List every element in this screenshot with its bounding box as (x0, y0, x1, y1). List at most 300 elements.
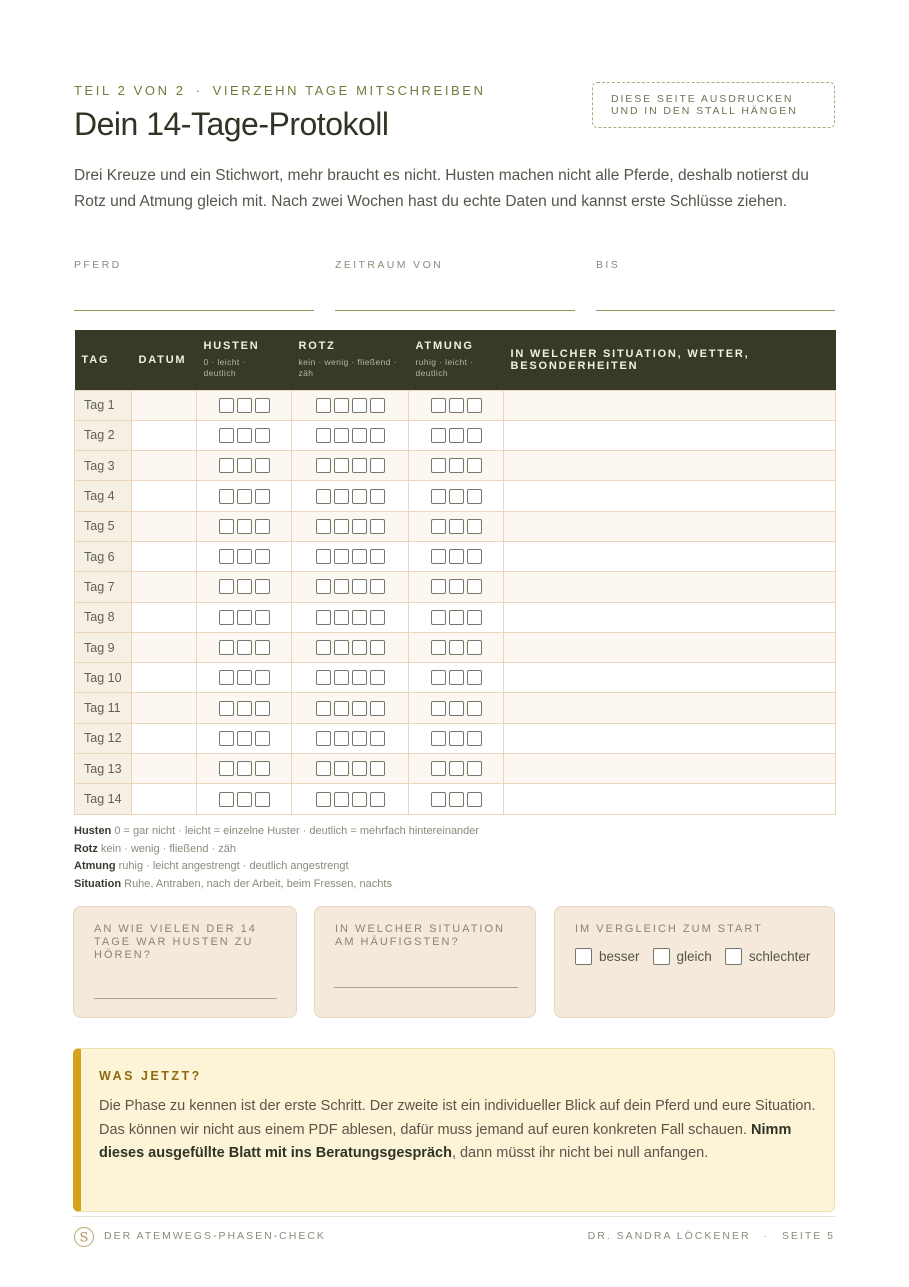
mucus-checkboxes (292, 579, 408, 594)
col-mucus-scale: kein · wenig · fließend · zäh (298, 357, 397, 379)
cough-checkboxes (197, 731, 291, 746)
breath-checkbox[interactable] (467, 701, 482, 716)
notes-cell[interactable] (504, 541, 836, 571)
table-row (75, 784, 836, 814)
mucus-cell (292, 390, 409, 420)
day-label: Tag 12 (75, 723, 132, 753)
breath-checkbox[interactable] (431, 458, 446, 473)
date-cell[interactable] (132, 541, 197, 571)
mucus-cell (292, 602, 409, 632)
breath-checkbox[interactable] (449, 640, 464, 655)
mucus-checkbox[interactable] (334, 489, 349, 504)
breath-checkboxes (409, 670, 503, 685)
day-label: Tag 8 (75, 602, 132, 632)
mucus-cell (292, 511, 409, 541)
situation-answer-line[interactable] (334, 987, 518, 988)
mucus-checkbox[interactable] (334, 640, 349, 655)
date-cell[interactable] (132, 572, 197, 602)
period-from-field[interactable] (335, 259, 575, 311)
mucus-checkbox[interactable] (370, 610, 385, 625)
breath-checkboxes (409, 549, 503, 564)
notes-cell[interactable] (504, 723, 836, 753)
mucus-cell (292, 420, 409, 450)
breath-checkboxes (409, 792, 503, 807)
breath-checkbox[interactable] (467, 792, 482, 807)
breath-checkbox[interactable] (467, 398, 482, 413)
breath-checkboxes (409, 701, 503, 716)
mucus-checkbox[interactable] (352, 428, 367, 443)
legend-breath: Atmung ruhig · leicht angestrengt · deutlich angestrengt (74, 860, 349, 872)
notes-cell[interactable] (504, 420, 836, 450)
breath-checkboxes (409, 731, 503, 746)
cough-checkbox[interactable] (255, 640, 270, 655)
cough-checkbox[interactable] (255, 489, 270, 504)
breath-checkbox[interactable] (431, 761, 446, 776)
mucus-checkbox[interactable] (334, 458, 349, 473)
notes-cell[interactable] (504, 754, 836, 784)
date-cell[interactable] (132, 481, 197, 511)
cough-cell (197, 693, 292, 723)
cough-checkbox[interactable] (255, 579, 270, 594)
cough-checkbox[interactable] (219, 428, 234, 443)
cough-checkbox[interactable] (237, 519, 252, 534)
notes-cell[interactable] (504, 693, 836, 723)
mucus-checkbox[interactable] (370, 670, 385, 685)
breath-cell (409, 390, 504, 420)
cough-days-answer-line[interactable] (94, 998, 277, 999)
worse-checkbox[interactable] (725, 948, 742, 965)
cough-checkboxes (197, 489, 291, 504)
mucus-checkboxes (292, 670, 408, 685)
cough-checkbox[interactable] (237, 761, 252, 776)
cough-cell (197, 451, 292, 481)
mucus-checkbox[interactable] (370, 549, 385, 564)
period-to-field[interactable] (596, 259, 835, 311)
notes-cell[interactable] (504, 602, 836, 632)
table-row (75, 481, 836, 511)
logo-letter: S (79, 1230, 89, 1246)
summary-question-situation: IN WELCHER SITUATION AM HÄUFIGSTEN? (335, 923, 505, 948)
breath-checkbox[interactable] (467, 458, 482, 473)
notes-cell[interactable] (504, 481, 836, 511)
cough-checkbox[interactable] (219, 670, 234, 685)
mucus-cell (292, 541, 409, 571)
date-cell[interactable] (132, 723, 197, 753)
cough-checkbox[interactable] (255, 458, 270, 473)
page-title: Dein 14-Tage-Protokoll (74, 106, 389, 142)
cough-checkbox[interactable] (255, 792, 270, 807)
cough-checkbox[interactable] (237, 428, 252, 443)
mucus-checkbox[interactable] (316, 610, 331, 625)
mucus-cell (292, 784, 409, 814)
cough-checkbox[interactable] (237, 489, 252, 504)
mucus-checkbox[interactable] (334, 610, 349, 625)
mucus-checkbox[interactable] (352, 610, 367, 625)
cough-checkbox[interactable] (219, 398, 234, 413)
day-label: Tag 1 (75, 390, 132, 420)
cough-checkbox[interactable] (255, 549, 270, 564)
better-checkbox[interactable] (575, 948, 592, 965)
mucus-checkbox[interactable] (334, 701, 349, 716)
breath-cell (409, 723, 504, 753)
cough-checkbox[interactable] (237, 640, 252, 655)
brand-logo-icon (73, 1226, 95, 1248)
footer-divider (73, 1216, 835, 1217)
mucus-checkbox[interactable] (334, 519, 349, 534)
table-row (75, 693, 836, 723)
cough-checkbox[interactable] (237, 398, 252, 413)
col-cough-scale: 0 · leicht · deutlich (203, 357, 246, 379)
mucus-checkbox[interactable] (334, 579, 349, 594)
cough-checkboxes (197, 398, 291, 413)
mucus-checkbox[interactable] (334, 428, 349, 443)
breath-checkbox[interactable] (431, 489, 446, 504)
breath-checkbox[interactable] (431, 640, 446, 655)
cough-cell (197, 602, 292, 632)
print-note-stamp (592, 82, 835, 128)
day-label: Tag 10 (75, 663, 132, 693)
day-label: Tag 6 (75, 541, 132, 571)
date-cell[interactable] (132, 754, 197, 784)
next-steps-callout (73, 1048, 835, 1212)
breath-cell (409, 632, 504, 662)
summary-card-situation (314, 906, 536, 1018)
col-notes-header: IN WELCHER SITUATION, WETTER, BESONDERHEITEN (504, 330, 836, 390)
breath-checkbox[interactable] (449, 792, 464, 807)
breath-checkboxes (409, 519, 503, 534)
footer-separator: · (763, 1230, 769, 1242)
breath-checkbox[interactable] (467, 731, 482, 746)
col-breath-header: ATMUNG ruhig · leicht · deutlich (409, 330, 504, 390)
legend-situation: Situation Ruhe, Antraben, nach der Arbeit, beim Fressen, nachts (74, 877, 392, 890)
breath-checkbox[interactable] (467, 670, 482, 685)
breath-checkbox[interactable] (467, 579, 482, 594)
period-from-label: ZEITRAUM VON (335, 259, 444, 271)
cough-checkbox[interactable] (219, 458, 234, 473)
notes-cell[interactable] (504, 663, 836, 693)
breath-checkbox[interactable] (467, 489, 482, 504)
cough-checkboxes (197, 519, 291, 534)
period-to-label: BIS (596, 259, 621, 271)
notes-cell[interactable] (504, 572, 836, 602)
cough-checkbox[interactable] (219, 761, 234, 776)
breath-checkbox[interactable] (449, 458, 464, 473)
cough-cell (197, 511, 292, 541)
day-label: Tag 13 (75, 754, 132, 784)
callout-title: WAS JETZT? (99, 1069, 202, 1083)
mucus-checkbox[interactable] (370, 398, 385, 413)
cough-checkbox[interactable] (237, 731, 252, 746)
comparison-options (575, 948, 814, 965)
mucus-checkbox[interactable] (316, 731, 331, 746)
cough-checkbox[interactable] (219, 489, 234, 504)
breath-checkbox[interactable] (431, 670, 446, 685)
table-row (75, 451, 836, 481)
breath-checkbox[interactable] (431, 731, 446, 746)
cough-checkbox[interactable] (255, 398, 270, 413)
mucus-checkbox[interactable] (316, 549, 331, 564)
date-cell[interactable] (132, 602, 197, 632)
mucus-cell (292, 663, 409, 693)
section-kicker (74, 83, 486, 98)
breath-checkbox[interactable] (449, 519, 464, 534)
mucus-checkbox[interactable] (334, 761, 349, 776)
cough-checkboxes (197, 792, 291, 807)
mucus-checkbox[interactable] (316, 670, 331, 685)
mucus-checkboxes (292, 640, 408, 655)
mucus-checkbox[interactable] (370, 579, 385, 594)
table-row (75, 390, 836, 420)
breath-cell (409, 663, 504, 693)
mucus-checkbox[interactable] (316, 458, 331, 473)
breath-checkbox[interactable] (431, 549, 446, 564)
mucus-checkbox[interactable] (370, 489, 385, 504)
option-same[interactable]: gleich (653, 948, 712, 965)
notes-cell[interactable] (504, 511, 836, 541)
mucus-checkbox[interactable] (370, 792, 385, 807)
day-label: Tag 11 (75, 693, 132, 723)
cough-checkbox[interactable] (219, 701, 234, 716)
date-cell[interactable] (132, 693, 197, 723)
summary-question-comparison: IM VERGLEICH ZUM START (575, 923, 763, 935)
cough-checkboxes (197, 610, 291, 625)
mucus-checkbox[interactable] (352, 761, 367, 776)
breath-checkbox[interactable] (449, 579, 464, 594)
cough-cell (197, 541, 292, 571)
mucus-checkbox[interactable] (334, 731, 349, 746)
date-cell[interactable] (132, 663, 197, 693)
date-cell[interactable] (132, 420, 197, 450)
cough-cell (197, 632, 292, 662)
mucus-checkbox[interactable] (316, 792, 331, 807)
date-cell[interactable] (132, 451, 197, 481)
mucus-checkbox[interactable] (370, 458, 385, 473)
notes-cell[interactable] (504, 451, 836, 481)
breath-checkbox[interactable] (431, 398, 446, 413)
col-cough-header: HUSTEN 0 · leicht · deutlich (197, 330, 292, 390)
mucus-checkboxes (292, 458, 408, 473)
breath-checkbox[interactable] (449, 670, 464, 685)
breath-cell (409, 754, 504, 784)
mucus-checkboxes (292, 489, 408, 504)
cough-checkbox[interactable] (237, 458, 252, 473)
log-table (74, 330, 836, 815)
mucus-checkbox[interactable] (316, 640, 331, 655)
day-label: Tag 7 (75, 572, 132, 602)
table-row (75, 754, 836, 784)
breath-checkboxes (409, 489, 503, 504)
breath-checkbox[interactable] (431, 428, 446, 443)
cough-checkbox[interactable] (219, 610, 234, 625)
cough-checkbox[interactable] (255, 610, 270, 625)
notes-cell[interactable] (504, 784, 836, 814)
table-row (75, 723, 836, 753)
day-label: Tag 5 (75, 511, 132, 541)
mucus-checkbox[interactable] (370, 731, 385, 746)
mucus-checkbox[interactable] (352, 670, 367, 685)
mucus-checkbox[interactable] (316, 519, 331, 534)
cough-checkbox[interactable] (237, 549, 252, 564)
cough-checkboxes (197, 549, 291, 564)
mucus-checkbox[interactable] (316, 428, 331, 443)
mucus-cell (292, 451, 409, 481)
cough-checkbox[interactable] (237, 701, 252, 716)
cough-cell (197, 663, 292, 693)
mucus-checkbox[interactable] (352, 398, 367, 413)
mucus-checkbox[interactable] (370, 428, 385, 443)
mucus-checkbox[interactable] (352, 792, 367, 807)
cough-checkbox[interactable] (219, 792, 234, 807)
day-label: Tag 14 (75, 784, 132, 814)
mucus-checkbox[interactable] (334, 398, 349, 413)
summary-card-cough-days (73, 906, 297, 1018)
mucus-checkbox[interactable] (316, 489, 331, 504)
mucus-checkbox[interactable] (316, 761, 331, 776)
mucus-checkbox[interactable] (352, 579, 367, 594)
date-cell[interactable] (132, 511, 197, 541)
summary-card-comparison (554, 906, 835, 1018)
mucus-checkboxes (292, 792, 408, 807)
cough-checkbox[interactable] (237, 670, 252, 685)
same-checkbox[interactable] (653, 948, 670, 965)
cough-checkbox[interactable] (255, 670, 270, 685)
notes-cell[interactable] (504, 632, 836, 662)
mucus-checkboxes (292, 398, 408, 413)
breath-checkboxes (409, 761, 503, 776)
cough-checkboxes (197, 428, 291, 443)
table-header-row (75, 330, 836, 390)
mucus-cell (292, 754, 409, 784)
horse-field[interactable] (74, 259, 314, 311)
breath-checkbox[interactable] (449, 428, 464, 443)
mucus-checkbox[interactable] (352, 458, 367, 473)
breath-checkbox[interactable] (449, 549, 464, 564)
date-cell[interactable] (132, 390, 197, 420)
cough-checkbox[interactable] (219, 519, 234, 534)
mucus-checkbox[interactable] (352, 489, 367, 504)
mucus-checkbox[interactable] (352, 640, 367, 655)
breath-checkbox[interactable] (449, 398, 464, 413)
breath-cell (409, 541, 504, 571)
breath-cell (409, 511, 504, 541)
date-cell[interactable] (132, 784, 197, 814)
legend-cough: Husten 0 = gar nicht · leicht = einzelne Huster · deutlich = mehrfach hintereinander (74, 825, 480, 837)
cough-cell (197, 572, 292, 602)
mucus-checkbox[interactable] (334, 792, 349, 807)
kicker-separator: · (195, 83, 203, 98)
breath-cell (409, 784, 504, 814)
cough-checkbox[interactable] (219, 731, 234, 746)
breath-checkbox[interactable] (467, 761, 482, 776)
summary-question-cough-days: AN WIE VIELEN DER 14 TAGE WAR HUSTEN ZU HÖREN? (94, 923, 257, 961)
footer-meta (588, 1230, 835, 1242)
breath-checkboxes (409, 610, 503, 625)
col-day-header: TAG (75, 330, 132, 390)
intro-paragraph: Drei Kreuze und ein Stichwort, mehr braucht es nicht. Husten machen nicht alle Pferde, deshalb notierst du Rotz und Atmung gleich mit. Nach zwei Wochen hast du echte Daten und kannst erste Schlüsse ziehen. (74, 167, 809, 210)
breath-checkbox[interactable] (431, 519, 446, 534)
mucus-checkbox[interactable] (370, 761, 385, 776)
cough-cell (197, 420, 292, 450)
cough-checkbox[interactable] (237, 792, 252, 807)
mucus-cell (292, 723, 409, 753)
col-date-header: DATUM (132, 330, 197, 390)
breath-checkbox[interactable] (431, 610, 446, 625)
breath-checkbox[interactable] (467, 549, 482, 564)
mucus-checkboxes (292, 761, 408, 776)
table-row (75, 511, 836, 541)
mucus-cell (292, 572, 409, 602)
cough-checkbox[interactable] (255, 701, 270, 716)
mucus-checkboxes (292, 701, 408, 716)
breath-cell (409, 693, 504, 723)
breath-checkbox[interactable] (431, 579, 446, 594)
section-name: VIERZEHN TAGE MITSCHREIBEN (212, 83, 486, 98)
breath-checkbox[interactable] (449, 610, 464, 625)
cough-checkbox[interactable] (237, 610, 252, 625)
footer-author: DR. SANDRA LÖCKENER (587, 1230, 751, 1242)
mucus-checkbox[interactable] (370, 519, 385, 534)
mucus-checkbox[interactable] (370, 640, 385, 655)
cough-checkbox[interactable] (255, 731, 270, 746)
cough-checkbox[interactable] (219, 549, 234, 564)
cough-checkbox[interactable] (255, 761, 270, 776)
mucus-checkbox[interactable] (370, 701, 385, 716)
breath-cell (409, 451, 504, 481)
breath-checkbox[interactable] (449, 731, 464, 746)
breath-checkbox[interactable] (467, 640, 482, 655)
breath-checkbox[interactable] (467, 610, 482, 625)
day-label: Tag 4 (75, 481, 132, 511)
breath-checkbox[interactable] (431, 792, 446, 807)
table-row (75, 541, 836, 571)
mucus-checkbox[interactable] (352, 701, 367, 716)
table-legend (74, 823, 479, 893)
cough-checkbox[interactable] (255, 428, 270, 443)
mucus-checkbox[interactable] (334, 549, 349, 564)
mucus-checkboxes (292, 610, 408, 625)
breath-checkboxes (409, 458, 503, 473)
mucus-checkbox[interactable] (334, 670, 349, 685)
table-row (75, 420, 836, 450)
breath-checkbox[interactable] (431, 701, 446, 716)
notes-cell[interactable] (504, 390, 836, 420)
mucus-checkbox[interactable] (316, 579, 331, 594)
mucus-checkbox[interactable] (352, 519, 367, 534)
cough-checkbox[interactable] (219, 640, 234, 655)
breath-checkbox[interactable] (467, 519, 482, 534)
breath-checkbox[interactable] (449, 761, 464, 776)
cough-checkboxes (197, 670, 291, 685)
breath-checkbox[interactable] (467, 428, 482, 443)
table-row (75, 602, 836, 632)
mucus-checkbox[interactable] (352, 549, 367, 564)
cough-checkboxes (197, 640, 291, 655)
cough-checkbox[interactable] (255, 519, 270, 534)
breath-checkbox[interactable] (449, 701, 464, 716)
breath-checkbox[interactable] (449, 489, 464, 504)
option-worse[interactable]: schlechter (725, 948, 811, 965)
date-cell[interactable] (132, 632, 197, 662)
col-breath-scale: ruhig · leicht · deutlich (415, 357, 474, 379)
mucus-checkbox[interactable] (352, 731, 367, 746)
mucus-checkbox[interactable] (316, 701, 331, 716)
mucus-checkboxes (292, 519, 408, 534)
cough-checkbox[interactable] (237, 579, 252, 594)
mucus-checkbox[interactable] (316, 398, 331, 413)
option-better[interactable]: besser (575, 948, 640, 965)
cough-checkbox[interactable] (219, 579, 234, 594)
stamp-line-2: UND IN DEN STALL HÄNGEN (611, 105, 798, 117)
